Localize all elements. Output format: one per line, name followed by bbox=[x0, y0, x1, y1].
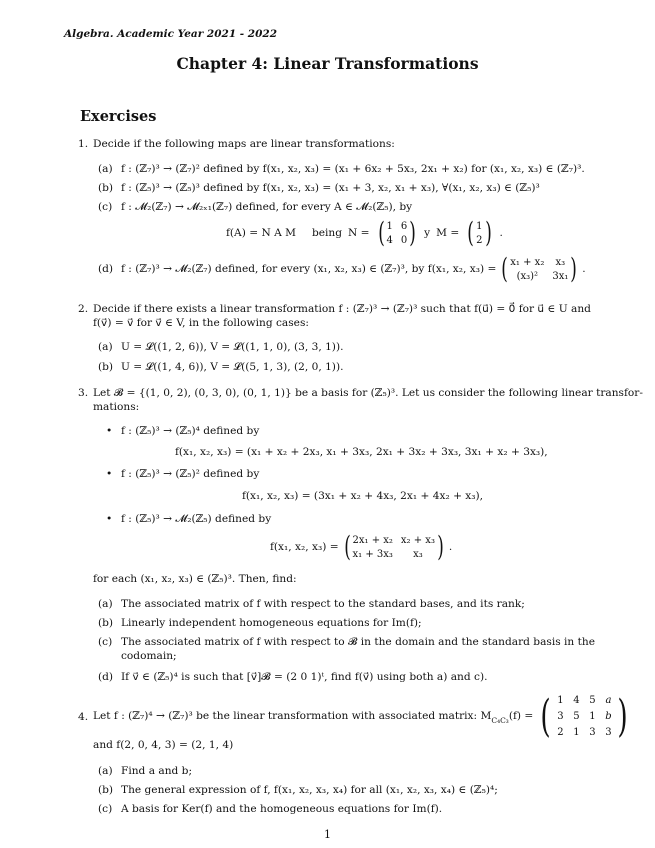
exercise-2a-label: (a) bbox=[98, 341, 113, 353]
matrix-cell: b bbox=[605, 711, 612, 722]
matrix-cell: a bbox=[605, 695, 612, 706]
exercise-4c-text: A basis for Ker(f) and the homogeneous equations for Im(f). bbox=[121, 803, 443, 815]
exercise-1c-label: (c) bbox=[98, 201, 113, 213]
matrix-cell: 5 bbox=[589, 695, 596, 706]
bullet-dot: • bbox=[106, 468, 113, 480]
matrix-cell: 1 bbox=[386, 220, 393, 232]
matrix-m: ( 1 2 ) bbox=[467, 216, 492, 249]
matrix-cell: 3 bbox=[605, 727, 612, 738]
matrix-cell: 4 bbox=[386, 234, 393, 246]
matrix-subscript: C₄C₃ bbox=[491, 716, 509, 725]
matrix-cell: 3x₁ bbox=[552, 270, 569, 282]
exercise-1c-formula bbox=[226, 216, 503, 249]
matrix-cell: 1 bbox=[573, 727, 580, 738]
exercise-4-number: 4. bbox=[78, 711, 89, 723]
exercise-2-number: 2. bbox=[78, 303, 89, 315]
exercise-1d-line bbox=[121, 252, 586, 285]
bullet-dot: • bbox=[106, 425, 113, 437]
formula-being: being bbox=[311, 226, 342, 239]
matrix-cell: (x₃)² bbox=[516, 270, 539, 282]
matrix-cell: 0 bbox=[400, 234, 408, 246]
exercise-4-text: Let f : (ℤ₇)⁴ → (ℤ₇)³ be the linear transformation with associated matrix: M bbox=[93, 710, 492, 722]
exercise-1d-label: (d) bbox=[98, 263, 114, 275]
exercise-3b-text: Linearly independent homogeneous equations for Im(f); bbox=[121, 617, 422, 629]
exercise-3-matrix: ( 2x₁ + x₂ x₂ + x₃ x₁ + 3x₃ x₃ ) bbox=[343, 530, 444, 563]
exercise-3-bullet1-formula: f(x₁, x₂, x₃) = (x₁ + x₂ + 2x₃, x₁ + 3x₃, 2x₁ + 3x₂ + 3x₃, 3x₁ + x₂ + 3x₃), bbox=[175, 446, 548, 458]
exercise-4a-text: Find a and b; bbox=[121, 765, 193, 777]
exercise-4b-label: (b) bbox=[98, 784, 114, 796]
chapter-title: Chapter 4: Linear Transformations bbox=[176, 54, 479, 73]
bullet-dot: • bbox=[106, 513, 113, 525]
exercise-3-number: 3. bbox=[78, 387, 89, 399]
exercise-1-number: 1. bbox=[78, 138, 89, 150]
exercise-3-bullet1: f : (ℤ₅)³ → (ℤ₅)⁴ defined by bbox=[121, 425, 260, 437]
exercise-1a-label: (a) bbox=[98, 163, 113, 175]
section-title: Exercises bbox=[80, 108, 157, 125]
exercise-3d-text: If v⃗ ∈ (ℤ₅)⁴ is such that [v⃗]𝓑 = (2 0 1)ᵗ, find f(v⃗) using both a) and c). bbox=[121, 671, 488, 683]
matrix-m-label: M = bbox=[436, 226, 460, 239]
exercise-2b-label: (b) bbox=[98, 361, 114, 373]
matrix-cell: 3 bbox=[557, 711, 564, 722]
formula-y: y bbox=[424, 226, 431, 239]
exercise-2-line1: Decide if there exists a linear transformation f : (ℤ₇)³ → (ℤ₇)³ such that f(u⃗) = 0⃗ for u⃗ ∈ U and bbox=[93, 303, 591, 315]
exercise-3-line2: mations: bbox=[93, 401, 140, 413]
exercise-1d-matrix: ( x₁ + x₂ x₃ (x₃)² 3x₁ ) bbox=[501, 252, 578, 285]
matrix-cell: x₃ bbox=[555, 256, 566, 268]
matrix-cell: 2 bbox=[557, 727, 564, 738]
matrix-n-label: N = bbox=[348, 226, 370, 239]
matrix-cell: 1 bbox=[589, 711, 596, 722]
formula-lhs: f(A) = N A M bbox=[226, 226, 296, 239]
matrix-cell: x₂ + x₃ bbox=[400, 534, 435, 546]
exercise-1b-label: (b) bbox=[98, 182, 114, 194]
exercise-3c-line2: codomain; bbox=[121, 650, 177, 662]
exercise-3-bullet3: f : (ℤ₅)³ → 𝓜₂(ℤ₅) defined by bbox=[121, 513, 272, 525]
matrix-cell: 6 bbox=[400, 220, 408, 232]
exercise-3-bullet2: f : (ℤ₅)³ → (ℤ₅)² defined by bbox=[121, 468, 260, 480]
exercise-3-bullet2-formula: f(x₁, x₂, x₃) = (3x₁ + x₂ + 4x₃, 2x₁ + 4x₂ + x₃), bbox=[242, 490, 484, 502]
exercise-1b-text: f : (ℤ₅)³ → (ℤ₅)³ defined by f(x₁, x₂, x₃) = (x₁ + 3, x₂, x₁ + x₃), ∀(x₁, x₂, x₃) ∈ (ℤ₅)³ bbox=[121, 182, 540, 194]
running-header: Algebra. Academic Year 2021 - 2022 bbox=[64, 28, 278, 40]
matrix-cell: 3 bbox=[589, 727, 596, 738]
matrix-cell: 5 bbox=[573, 711, 580, 722]
exercise-4c-label: (c) bbox=[98, 803, 113, 815]
exercise-1a-text: f : (ℤ₇)³ → (ℤ₇)² defined by f(x₁, x₂, x₃) = (x₁ + 6x₂ + 5x₃, 2x₁ + x₂) for (x₁, x₂, x₃) ∈ (ℤ₇)³. bbox=[121, 163, 585, 175]
matrix-cell: x₁ + 3x₃ bbox=[352, 548, 393, 560]
exercise-3-line1: Let 𝓑 = {(1, 0, 2), (0, 3, 0), (0, 1, 1)} be a basis for (ℤ₅)³. Let us consider the following linear transfor- bbox=[93, 387, 643, 399]
matrix-cell: x₃ bbox=[413, 548, 423, 560]
matrix-cell: 1 bbox=[557, 695, 564, 706]
formula-lhs: f(x₁, x₂, x₃) = bbox=[270, 540, 339, 553]
formula-end: . bbox=[448, 540, 453, 553]
exercise-1c-text: f : 𝓜₂(ℤ₇) → 𝓜₂ₓ₁(ℤ₇) defined, for every A ∈ 𝓜₂(ℤ₅), by bbox=[121, 201, 413, 213]
matrix-cell: 2x₁ + x₂ bbox=[352, 534, 393, 546]
exercise-4b-text: The general expression of f, f(x₁, x₂, x₃, x₄) for all (x₁, x₂, x₃, x₄) ∈ (ℤ₅)⁴; bbox=[121, 784, 498, 796]
exercise-3b-label: (b) bbox=[98, 617, 114, 629]
matrix-cell: x₁ + x₂ bbox=[510, 256, 545, 268]
formula-end: . bbox=[499, 226, 503, 239]
matrix-cell: 4 bbox=[573, 695, 580, 706]
exercise-1d-end: . bbox=[582, 262, 586, 275]
page-number: 1 bbox=[324, 828, 331, 841]
exercise-3a-label: (a) bbox=[98, 598, 113, 610]
exercise-3-for-each: for each (x₁, x₂, x₃) ∈ (ℤ₅)³. Then, find: bbox=[93, 573, 297, 585]
exercise-2a-text: U = 𝓛((1, 2, 6)), V = 𝓛((1, 1, 0), (3, 3, 1)). bbox=[121, 341, 344, 353]
exercise-4-line1 bbox=[93, 690, 632, 742]
exercise-3-bullet3-formula bbox=[270, 530, 453, 563]
matrix-function: (f) = bbox=[508, 710, 534, 722]
exercise-4-line2: and f(2, 0, 4, 3) = (2, 1, 4) bbox=[93, 739, 234, 751]
exercise-3d-label: (d) bbox=[98, 671, 114, 683]
exercise-2-line2: f(v⃗) = v⃗ for v⃗ ∈ V, in the following cases: bbox=[93, 317, 309, 329]
exercise-1d-text: f : (ℤ₇)³ → 𝓜₂(ℤ₇) defined, for every (x₁, x₂, x₃) ∈ (ℤ₇)³, by f(x₁, x₂, x₃) = bbox=[121, 262, 497, 275]
exercise-3c-line1: The associated matrix of f with respect to 𝓑 in the domain and the standard basis in the bbox=[121, 636, 595, 648]
exercise-3c-label: (c) bbox=[98, 636, 113, 648]
exercise-2b-text: U = 𝓛((1, 4, 6)), V = 𝓛((5, 1, 3), (2, 0, 1)). bbox=[121, 361, 344, 373]
matrix-cell: 2 bbox=[476, 234, 483, 246]
exercise-1-intro: Decide if the following maps are linear transformations: bbox=[93, 138, 395, 150]
matrix-cell: 1 bbox=[476, 220, 483, 232]
exercise-4a-label: (a) bbox=[98, 765, 113, 777]
exercise-4-matrix: ( 1 4 5 a 3 5 1 b 2 1 3 3 ) bbox=[540, 690, 629, 742]
exercise-3a-text: The associated matrix of f with respect to the standard bases, and its rank; bbox=[121, 598, 525, 610]
matrix-n: ( 1 6 4 0 ) bbox=[377, 216, 416, 249]
